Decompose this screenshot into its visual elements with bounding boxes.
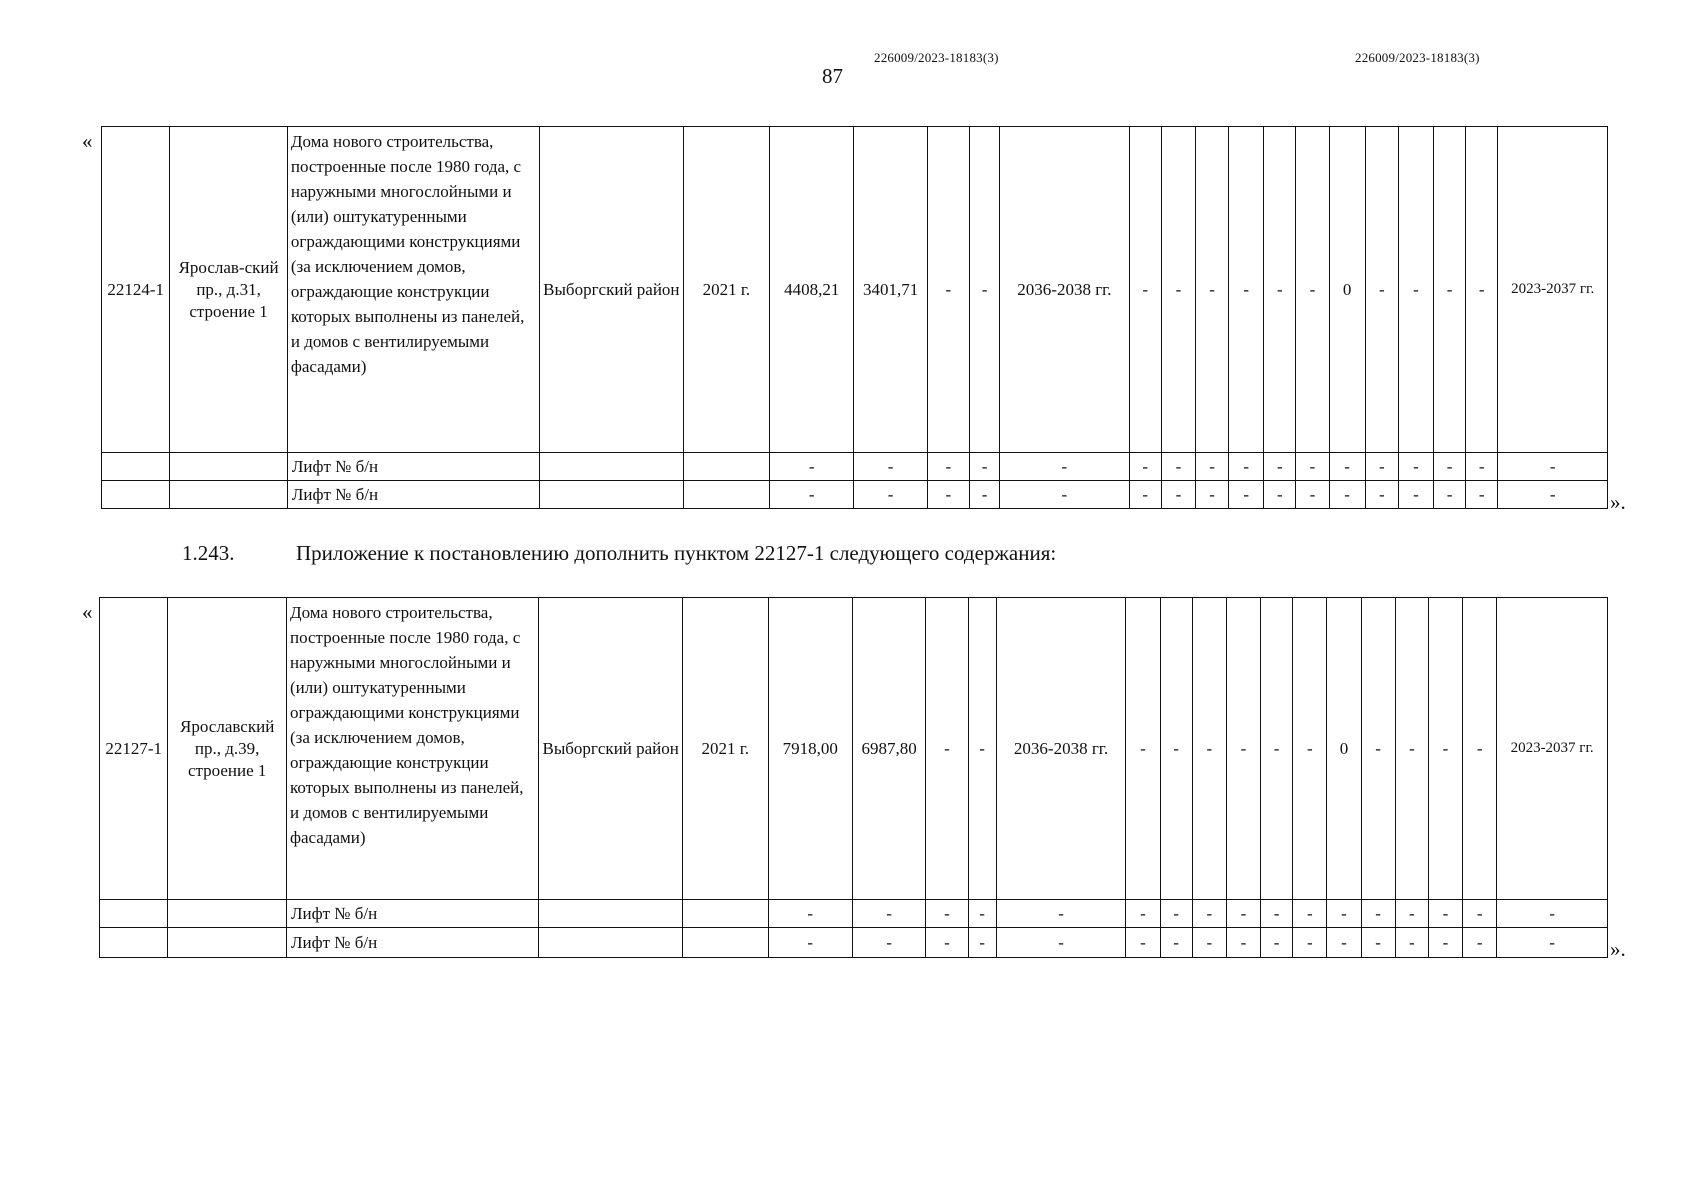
cell: - xyxy=(1428,598,1462,900)
cell: - xyxy=(927,481,969,509)
cell: - xyxy=(1229,127,1264,453)
cell: - xyxy=(1365,453,1398,481)
cell xyxy=(100,928,168,958)
cell: - xyxy=(1463,598,1497,900)
district: Выборгский район xyxy=(539,598,683,900)
table-row xyxy=(102,127,1608,453)
cell: - xyxy=(1000,453,1130,481)
table-row xyxy=(100,598,1608,900)
cell: - xyxy=(1296,481,1329,509)
cell: - xyxy=(1293,900,1327,928)
cell: - xyxy=(1192,900,1226,928)
cell xyxy=(102,453,170,481)
cell: - xyxy=(1226,598,1260,900)
cell: - xyxy=(926,598,968,900)
cell xyxy=(683,928,768,958)
cell: - xyxy=(1161,481,1195,509)
cell xyxy=(168,928,287,958)
cell: - xyxy=(1434,127,1466,453)
period-2: 2023-2037 гг. xyxy=(1497,598,1608,900)
lift-label: Лифт № б/н xyxy=(287,453,539,481)
cell: - xyxy=(1195,127,1228,453)
building-description: Дома нового строительства, построенные после 1980 года, с наружными многослойными и (или) оштукатуренными ограждающими конструкциями (за исключением домов, ограждающие конструкции которых выполнены из панелей, и домов с вентилируемыми фасадами) xyxy=(287,127,539,453)
cell: - xyxy=(1434,453,1466,481)
cell: - xyxy=(1497,900,1608,928)
cell: - xyxy=(1361,900,1395,928)
lift-label: Лифт № б/н xyxy=(286,928,538,958)
cell: - xyxy=(852,928,925,958)
quote-close: ». xyxy=(1610,490,1626,514)
cell: - xyxy=(1498,481,1608,509)
cell xyxy=(683,453,769,481)
cell: - xyxy=(1261,900,1293,928)
cell: - xyxy=(1229,481,1264,509)
cell xyxy=(170,481,288,509)
lift-label: Лифт № б/н xyxy=(286,900,538,928)
cell: - xyxy=(1161,127,1195,453)
cell: - xyxy=(1261,928,1293,958)
cell: - xyxy=(996,900,1126,928)
paragraph-text: Приложение к постановлению дополнить пунктом 22127-1 следующего содержания: xyxy=(296,541,1057,565)
cell: - xyxy=(854,481,927,509)
cell xyxy=(539,928,683,958)
document-code-left: 226009/2023-18183(3) xyxy=(874,50,999,65)
cell: - xyxy=(1365,127,1398,453)
cell xyxy=(683,481,769,509)
paragraph xyxy=(182,541,1056,566)
lift-row xyxy=(102,481,1608,509)
cell: - xyxy=(1327,928,1361,958)
cell: - xyxy=(1264,127,1296,453)
cell: - xyxy=(1395,900,1428,928)
year: 2021 г. xyxy=(683,598,768,900)
cell: - xyxy=(1129,481,1161,509)
cell: - xyxy=(1293,598,1327,900)
cell xyxy=(540,481,684,509)
cell: - xyxy=(1466,481,1498,509)
cell: - xyxy=(1398,127,1433,453)
cell: 0 xyxy=(1329,127,1365,453)
cell: - xyxy=(1434,481,1466,509)
lift-row xyxy=(100,900,1608,928)
cell xyxy=(168,900,287,928)
cell: - xyxy=(1126,900,1160,928)
cell: - xyxy=(969,453,999,481)
cell: - xyxy=(1463,900,1497,928)
cell: - xyxy=(1327,900,1361,928)
cell: - xyxy=(1466,453,1498,481)
cell: - xyxy=(1000,481,1130,509)
cell: - xyxy=(852,900,925,928)
cell: - xyxy=(1497,928,1608,958)
cell: - xyxy=(969,481,999,509)
cell: - xyxy=(926,928,968,958)
cell: - xyxy=(1160,900,1192,928)
period: 2036-2038 гг. xyxy=(996,598,1126,900)
cell: - xyxy=(1229,453,1264,481)
cell: - xyxy=(926,900,968,928)
cell: - xyxy=(1296,453,1329,481)
cell: - xyxy=(1361,928,1395,958)
lift-row xyxy=(102,453,1608,481)
cell: - xyxy=(1160,598,1192,900)
page-number: 87 xyxy=(822,64,843,88)
cell: - xyxy=(968,598,996,900)
area-total: 4408,21 xyxy=(770,127,854,453)
quote-open: « xyxy=(82,129,93,153)
cell: - xyxy=(927,453,969,481)
cell: - xyxy=(1329,453,1365,481)
district: Выборгский район xyxy=(540,127,684,453)
cell: - xyxy=(1428,900,1462,928)
area-living: 3401,71 xyxy=(854,127,927,453)
cell: - xyxy=(968,928,996,958)
cell: - xyxy=(1428,928,1462,958)
cell xyxy=(540,453,684,481)
cell: - xyxy=(1261,598,1293,900)
cell: - xyxy=(1395,598,1428,900)
cell: - xyxy=(1296,127,1329,453)
cell: - xyxy=(768,928,852,958)
cell: - xyxy=(1195,453,1228,481)
cell xyxy=(100,900,168,928)
cell: - xyxy=(1398,481,1433,509)
quote-open: « xyxy=(82,600,93,624)
cell xyxy=(170,453,288,481)
item-id: 22127-1 xyxy=(100,598,168,900)
cell: - xyxy=(1192,598,1226,900)
register-table xyxy=(101,126,1608,509)
cell: - xyxy=(1463,928,1497,958)
cell: - xyxy=(1129,453,1161,481)
address: Ярослав-ский пр., д.31, строение 1 xyxy=(170,127,288,453)
cell: - xyxy=(1126,928,1160,958)
cell: - xyxy=(1160,928,1192,958)
cell xyxy=(683,900,768,928)
cell: 0 xyxy=(1327,598,1361,900)
document-code-right: 226009/2023-18183(3) xyxy=(1355,50,1480,65)
cell: - xyxy=(1126,598,1160,900)
register-table xyxy=(99,597,1608,958)
cell xyxy=(539,900,683,928)
cell: - xyxy=(927,127,969,453)
cell: - xyxy=(770,481,854,509)
cell: - xyxy=(1264,481,1296,509)
cell: - xyxy=(1161,453,1195,481)
quote-close: ». xyxy=(1610,937,1626,961)
cell: - xyxy=(854,453,927,481)
lift-row xyxy=(100,928,1608,958)
cell: - xyxy=(1398,453,1433,481)
cell: - xyxy=(1129,127,1161,453)
paragraph-number: 1.243. xyxy=(182,541,235,565)
cell: - xyxy=(1226,928,1260,958)
cell: - xyxy=(1192,928,1226,958)
cell: - xyxy=(968,900,996,928)
cell: - xyxy=(969,127,999,453)
area-total: 7918,00 xyxy=(768,598,852,900)
building-description: Дома нового строительства, построенные после 1980 года, с наружными многослойными и (или) оштукатуренными ограждающими конструкциями (за исключением домов, ограждающие конструкции которых выполнены из панелей, и домов с вентилируемыми фасадами) xyxy=(286,598,538,900)
cell: - xyxy=(1329,481,1365,509)
cell: - xyxy=(768,900,852,928)
cell: - xyxy=(1466,127,1498,453)
cell: - xyxy=(996,928,1126,958)
item-id: 22124-1 xyxy=(102,127,170,453)
cell: - xyxy=(770,453,854,481)
lift-label: Лифт № б/н xyxy=(287,481,539,509)
area-living: 6987,80 xyxy=(852,598,925,900)
cell xyxy=(102,481,170,509)
cell: - xyxy=(1361,598,1395,900)
cell: - xyxy=(1226,900,1260,928)
period-2: 2023-2037 гг. xyxy=(1498,127,1608,453)
cell: - xyxy=(1293,928,1327,958)
cell: - xyxy=(1264,453,1296,481)
address: Ярославский пр., д.39, строение 1 xyxy=(168,598,287,900)
cell: - xyxy=(1365,481,1398,509)
cell: - xyxy=(1195,481,1228,509)
period: 2036-2038 гг. xyxy=(1000,127,1130,453)
year: 2021 г. xyxy=(683,127,769,453)
cell: - xyxy=(1395,928,1428,958)
cell: - xyxy=(1498,453,1608,481)
